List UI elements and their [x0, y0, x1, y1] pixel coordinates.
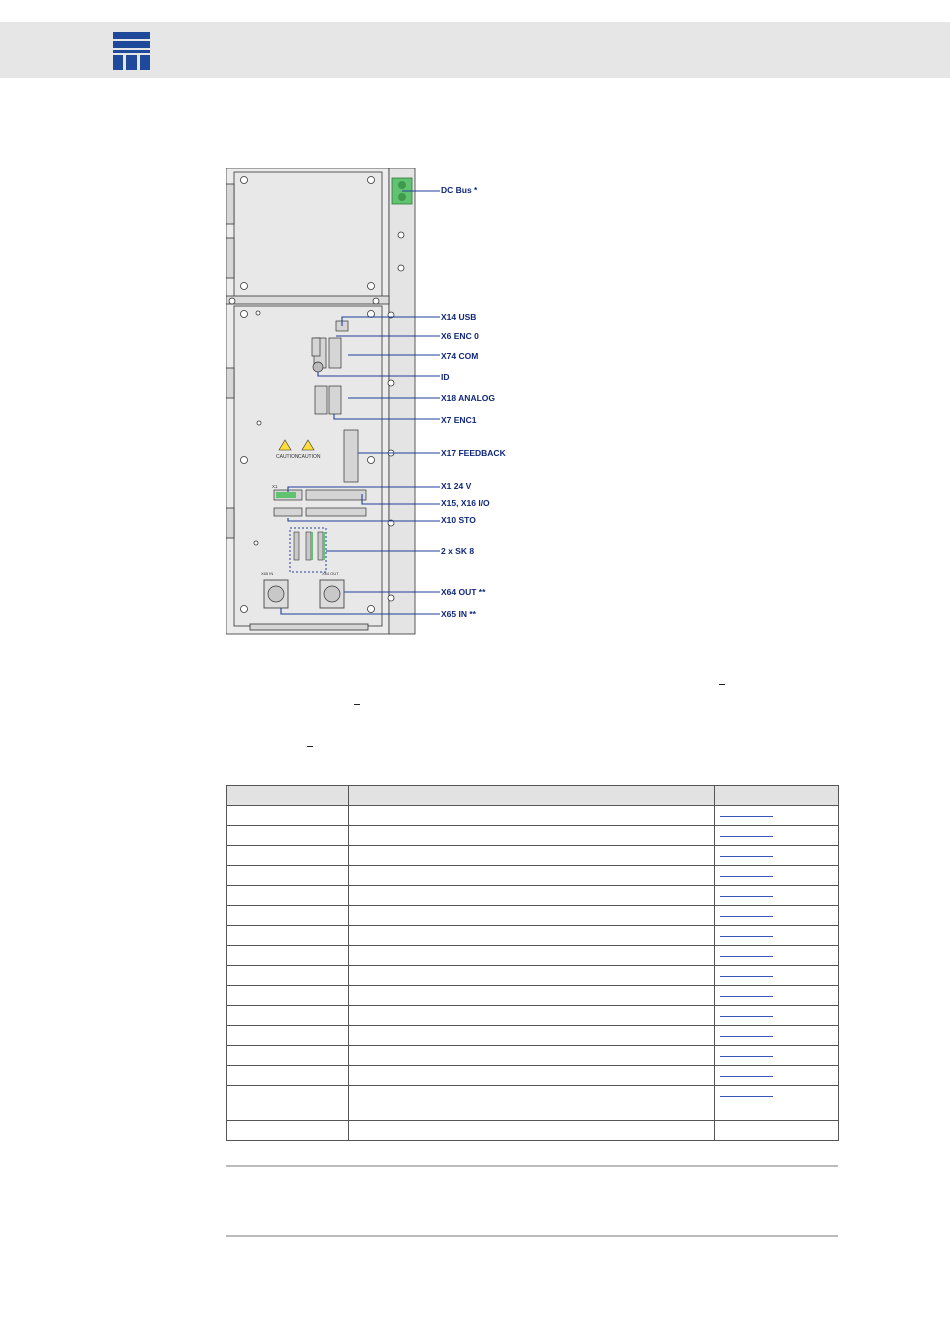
table-row: [227, 946, 839, 966]
table-cell: [227, 1086, 349, 1121]
callout-x1-24v: X1 24 V: [441, 481, 472, 491]
callout-x14-usb: X14 USB: [441, 312, 477, 322]
table-cell: [715, 966, 839, 986]
table-cell: [715, 846, 839, 866]
table-cell: [349, 1046, 715, 1066]
table-cell: [349, 866, 715, 886]
table-cell: [227, 1046, 349, 1066]
callout-x7-enc1: X7 ENC1: [441, 415, 477, 425]
table-row: [227, 1006, 839, 1026]
table-cell: [715, 946, 839, 966]
table-cell: [227, 846, 349, 866]
table-cell: [715, 1046, 839, 1066]
table-cell: [349, 846, 715, 866]
cross-reference-link[interactable]: [720, 976, 773, 977]
table-cell: [715, 866, 839, 886]
table-row: [227, 866, 839, 886]
cross-reference-link[interactable]: [720, 996, 773, 997]
table-cell: [227, 926, 349, 946]
table-cell: [227, 1066, 349, 1086]
footnote-marker: [307, 746, 313, 747]
section-divider: [226, 1165, 838, 1167]
table-row: [227, 1086, 839, 1121]
callout-x6-enc0: X6 ENC 0: [441, 331, 479, 341]
column-header: [227, 786, 349, 806]
table-cell: [715, 926, 839, 946]
table-row: [227, 906, 839, 926]
cross-reference-link[interactable]: [720, 1076, 773, 1077]
table-cell: [227, 1121, 349, 1141]
table-row: [227, 1121, 839, 1141]
table-row: [227, 886, 839, 906]
table-row: [227, 846, 839, 866]
table-row: [227, 806, 839, 826]
table-cell: [715, 986, 839, 1006]
table-row: [227, 1046, 839, 1066]
table-cell: [349, 946, 715, 966]
table-cell: [715, 1026, 839, 1046]
table-cell: [227, 886, 349, 906]
table-cell: [349, 806, 715, 826]
table-cell: [227, 826, 349, 846]
table-cell: [227, 806, 349, 826]
footnote-marker: [719, 684, 725, 685]
cross-reference-link[interactable]: [720, 916, 773, 917]
callout-id: ID: [441, 372, 450, 382]
table-cell: [715, 1066, 839, 1086]
table-cell: [715, 906, 839, 926]
cross-reference-link[interactable]: [720, 1016, 773, 1017]
device-rear-panel-figure: [226, 168, 526, 638]
cross-reference-link[interactable]: [720, 856, 773, 857]
cross-reference-link[interactable]: [720, 836, 773, 837]
cross-reference-link[interactable]: [720, 1096, 773, 1097]
table-cell: [349, 906, 715, 926]
table-cell: [349, 886, 715, 906]
table-cell: [349, 986, 715, 1006]
x65-in-panel-label: X65 IN: [261, 571, 274, 576]
footnote-marker: [354, 704, 360, 705]
table-cell: [227, 1026, 349, 1046]
cross-reference-link[interactable]: [720, 1056, 773, 1057]
column-header: [715, 786, 839, 806]
callout-x17-feedback: X17 FEEDBACK: [441, 448, 506, 458]
table-cell: [715, 1006, 839, 1026]
table-cell: [715, 886, 839, 906]
callout-x10-sto: X10 STO: [441, 515, 476, 525]
table-cell: [349, 1006, 715, 1026]
connector-table: [226, 785, 838, 1141]
table-cell: [227, 966, 349, 986]
callout-x74-com: X74 COM: [441, 351, 479, 361]
table-cell: [349, 926, 715, 946]
table-row: [227, 826, 839, 846]
table-cell: [227, 986, 349, 1006]
table-cell: [349, 966, 715, 986]
table-cell: [715, 806, 839, 826]
caution-label-2: CAUTION: [298, 454, 321, 460]
table-cell: [227, 946, 349, 966]
callout-2x-sk8: 2 x SK 8: [441, 546, 475, 556]
callout-x15-x16-io: X15, X16 I/O: [441, 498, 490, 508]
column-header: [349, 786, 715, 806]
table-cell: [227, 866, 349, 886]
caution-label-1: CAUTION: [276, 454, 299, 460]
callout-x18-analog: X18 ANALOG: [441, 393, 496, 403]
table-row: [227, 1066, 839, 1086]
table-cell: [227, 1006, 349, 1026]
table-cell: [349, 1086, 715, 1121]
x1-panel-label: X1: [272, 484, 278, 489]
table-row: [227, 1026, 839, 1046]
table-cell: [715, 1086, 839, 1121]
table-cell: [349, 826, 715, 846]
callout-x64-out: X64 OUT **: [441, 587, 486, 597]
table-row: [227, 926, 839, 946]
cross-reference-link[interactable]: [720, 816, 773, 817]
table-cell: [715, 826, 839, 846]
cross-reference-link[interactable]: [720, 896, 773, 897]
x64-out-panel-label: X64 OUT: [322, 571, 339, 576]
table-cell: [349, 1121, 715, 1141]
table-cell: [349, 1066, 715, 1086]
table-row: [227, 966, 839, 986]
table-header-row: [227, 786, 839, 806]
cross-reference-link[interactable]: [720, 936, 773, 937]
table-cell: [227, 906, 349, 926]
cross-reference-link[interactable]: [720, 956, 773, 957]
callout-dc-bus: DC Bus *: [441, 185, 478, 195]
callout-x65-in: X65 IN **: [441, 609, 476, 619]
table-row: [227, 986, 839, 1006]
cross-reference-link[interactable]: [720, 1036, 773, 1037]
cross-reference-link[interactable]: [720, 876, 773, 877]
table-cell: [715, 1121, 839, 1141]
table-cell: [349, 1026, 715, 1046]
company-logo: [113, 32, 150, 70]
section-divider: [226, 1235, 838, 1237]
